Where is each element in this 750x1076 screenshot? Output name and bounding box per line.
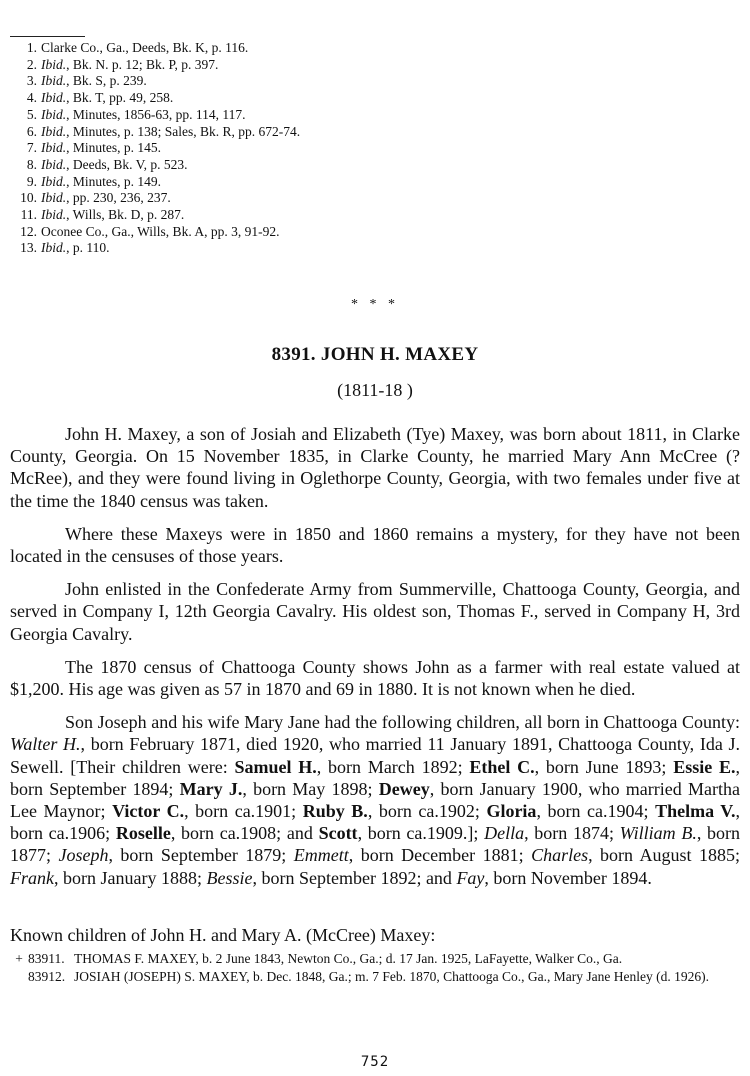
footnote-citation: , Bk. N. p. 12; Bk. P, p. 397. [66, 56, 219, 72]
paragraph-text: , born ca.1908; and [170, 823, 319, 844]
descendant-marker [10, 968, 28, 985]
footnote-item [10, 90, 740, 107]
child-name: Charles [531, 845, 589, 866]
footnote-text [41, 90, 173, 107]
footnote-ibid: Ibid. [41, 240, 67, 256]
footnote-text [41, 240, 110, 257]
footnote-number: 13. [20, 240, 37, 256]
children-list [10, 950, 740, 986]
footnote-ibid: Ibid. [41, 173, 67, 189]
paragraph-text: , born January 1900, who married Martha Lee Maynor; [10, 778, 740, 822]
footnote-text [41, 57, 218, 74]
grandchild-name: Victor C. [112, 801, 185, 822]
paragraph-text: , born August 1885; [588, 845, 740, 866]
paragraph-text: , born September 1894; [10, 756, 740, 799]
footnote-citation: Oconee Co., Ga., Wills, Bk. A, pp. 3, 91-92. [41, 223, 280, 239]
footnote-rule [10, 36, 85, 37]
paragraph-text: , born September 1879; [108, 845, 294, 866]
grandchild-name: Mary J. [179, 778, 243, 799]
child-name: William B. [619, 823, 697, 844]
paragraph-5 [10, 711, 740, 889]
footnote-text [41, 40, 248, 57]
footnote-ibid: Ibid. [41, 140, 67, 156]
child-name: Frank [10, 867, 54, 888]
footnote-number: 9. [26, 173, 37, 189]
paragraph-text: , born ca.1901; [184, 801, 303, 822]
paragraph-text: , born 1874; [524, 823, 620, 844]
descendant-marker: + [15, 951, 23, 966]
footnote-item [10, 140, 740, 157]
footnote-number: 10. [20, 190, 37, 206]
footnote-citation: Clarke Co., Ga., Deeds, Bk. K, p. 116. [41, 40, 249, 55]
paragraph-text: , born March 1892; [316, 756, 470, 777]
footnote-citation: , Bk. T, pp. 49, 258. [66, 90, 174, 106]
footnote-item [10, 174, 740, 191]
footnote-ibid: Ibid. [41, 73, 67, 89]
child-number: 83911. [28, 951, 65, 966]
footnote-citation: , p. 110. [66, 240, 110, 256]
paragraph-text: , born 1877; [10, 823, 741, 866]
footnote-citation: , Minutes, p. 145. [66, 140, 162, 156]
footnote-citation: , Minutes, 1856-63, pp. 114, 117. [66, 106, 246, 122]
child-name: Walter H. [10, 734, 81, 755]
paragraph-text: , born May 1898; [242, 778, 379, 799]
footnote-number: 3. [26, 73, 37, 89]
grandchild-name: Ethel C. [469, 756, 535, 777]
grandchild-name: Ruby B. [302, 801, 368, 822]
child-name: Bessie [206, 867, 253, 888]
paragraph-3: John enlisted in the Confederate Army from Summerville, Chattooga County, Georgia, and served in Company I, 12th Georgia Cavalry. His oldest son, Thomas F., served in Company H, 3rd Georgia Cavalry. [10, 579, 740, 644]
paragraph-text: , born September 1892; and [252, 867, 457, 888]
grandchild-name: Essie E. [673, 756, 736, 777]
footnote-ibid: Ibid. [41, 207, 67, 223]
footnote-ibid: Ibid. [41, 106, 67, 122]
child-name: Emmett [293, 845, 349, 866]
paragraph-4: The 1870 census of Chattooga County shows John as a farmer with real estate valued at $1,200. His age was given as 57 in 1870 and 69 in 1880. It is not known when he died. [10, 656, 740, 700]
page-number: 752 [360, 1054, 390, 1070]
footnote-text [41, 207, 184, 224]
footnote-item [10, 157, 740, 174]
footnote-item [10, 57, 740, 74]
child-details: JOSIAH (JOSEPH) S. MAXEY, b. Dec. 1848, Ga.; m. 7 Feb. 1870, Chattooga Co., Ga., Mary Jane Henley (d. 1926). [74, 969, 709, 984]
footnote-number: 8. [26, 156, 37, 172]
footnote-number: 11. [20, 207, 37, 223]
footnote-citation: , Bk. S, p. 239. [66, 73, 147, 89]
paragraph-text: Son Joseph and his wife Mary Jane had the following children, all born in Chattooga County: [65, 712, 740, 733]
footnote-item [10, 124, 740, 141]
footnote-ibid: Ibid. [41, 123, 67, 139]
footnote-item [10, 240, 740, 257]
footnote-item [10, 207, 740, 224]
grandchild-name: Samuel H. [234, 756, 317, 777]
child-name: Della [484, 823, 525, 844]
footnote-number: 2. [26, 56, 37, 72]
entry-body [10, 423, 740, 900]
child-entry [10, 968, 740, 985]
footnote-number: 1. [26, 40, 37, 55]
entry-title: 8391. JOHN H. MAXEY [271, 344, 479, 365]
footnote-text [41, 157, 188, 174]
child-entry [10, 950, 740, 967]
child-details: THOMAS F. MAXEY, b. 2 June 1843, Newton Co., Ga.; d. 17 Jan. 1925, LaFayette, Walker Co., Ga. [74, 951, 623, 966]
grandchild-name: Gloria [486, 801, 537, 822]
section-separator: * * * [351, 297, 399, 312]
paragraph-text: , born ca.1904; [536, 801, 656, 822]
footnote-text [41, 124, 300, 141]
paragraph-text: , born January 1888; [54, 867, 207, 888]
paragraph-text: , born ca.1909.]; [357, 823, 485, 844]
footnote-citation: , pp. 230, 236, 237. [66, 190, 171, 206]
footnote-ibid: Ibid. [41, 156, 67, 172]
paragraph-1: John H. Maxey, a son of Josiah and Elizabeth (Tye) Maxey, was born about 1811, in Clarke County, Georgia. On 15 November 1835, in Clarke County, he married Mary Ann McCree (?McRee), and they were found living in Oglethorpe County, Georgia, with two females under five at the time the 1840 census was taken. [10, 424, 740, 511]
footnote-ibid: Ibid. [41, 190, 67, 206]
child-number: 83912. [28, 969, 66, 984]
footnote-item [10, 190, 740, 207]
paragraph-text: , born ca.1906; [10, 801, 740, 844]
footnote-number: 6. [26, 123, 37, 139]
footnote-item [10, 73, 740, 90]
footnote-text [41, 190, 171, 207]
paragraph-text: , born February 1871, died 1920, who married 11 January 1891, Chattooga County, Ida J. Sewell. [Their children were: [10, 734, 740, 777]
footnote-item [10, 107, 740, 124]
footnote-text [41, 174, 161, 191]
paragraph-text: , born December 1881; [348, 845, 532, 866]
footnote-text [41, 107, 246, 124]
footnote-text [41, 73, 147, 90]
footnote-number: 7. [26, 140, 37, 156]
entry-dates: (1811-18 ) [337, 380, 413, 400]
footnote-number: 5. [26, 106, 37, 122]
footnotes-list [10, 40, 740, 257]
footnote-ibid: Ibid. [41, 90, 67, 106]
grandchild-name: Dewey [378, 778, 430, 799]
child-name: Joseph [58, 845, 109, 866]
footnote-citation: , Deeds, Bk. V, p. 523. [66, 156, 188, 172]
footnote-text [41, 140, 161, 157]
footnote-item [10, 40, 740, 57]
children-heading: Known children of John H. and Mary A. (McCree) Maxey: [10, 925, 436, 945]
footnote-number: 4. [26, 90, 37, 106]
footnote-citation: , Wills, Bk. D, p. 287. [66, 207, 185, 223]
footnote-ibid: Ibid. [41, 56, 67, 72]
paragraph-text: , born June 1893; [534, 756, 674, 777]
child-name: Fay [456, 867, 485, 888]
footnote-citation: , Minutes, p. 138; Sales, Bk. R, pp. 672-74. [66, 123, 301, 139]
footnote-number: 12. [20, 223, 37, 239]
grandchild-name: Thelma V. [655, 801, 736, 822]
paragraph-text: , born November 1894. [484, 867, 652, 888]
paragraph-text: , born ca.1902; [367, 801, 487, 822]
footnote-citation: , Minutes, p. 149. [66, 173, 162, 189]
grandchild-name: Scott [318, 823, 358, 844]
paragraph-2: Where these Maxeys were in 1850 and 1860 remains a mystery, for they have not been located in the censuses of those years. [10, 523, 740, 567]
grandchild-name: Roselle [115, 823, 171, 844]
footnote-item [10, 224, 740, 241]
footnote-text [41, 224, 279, 241]
